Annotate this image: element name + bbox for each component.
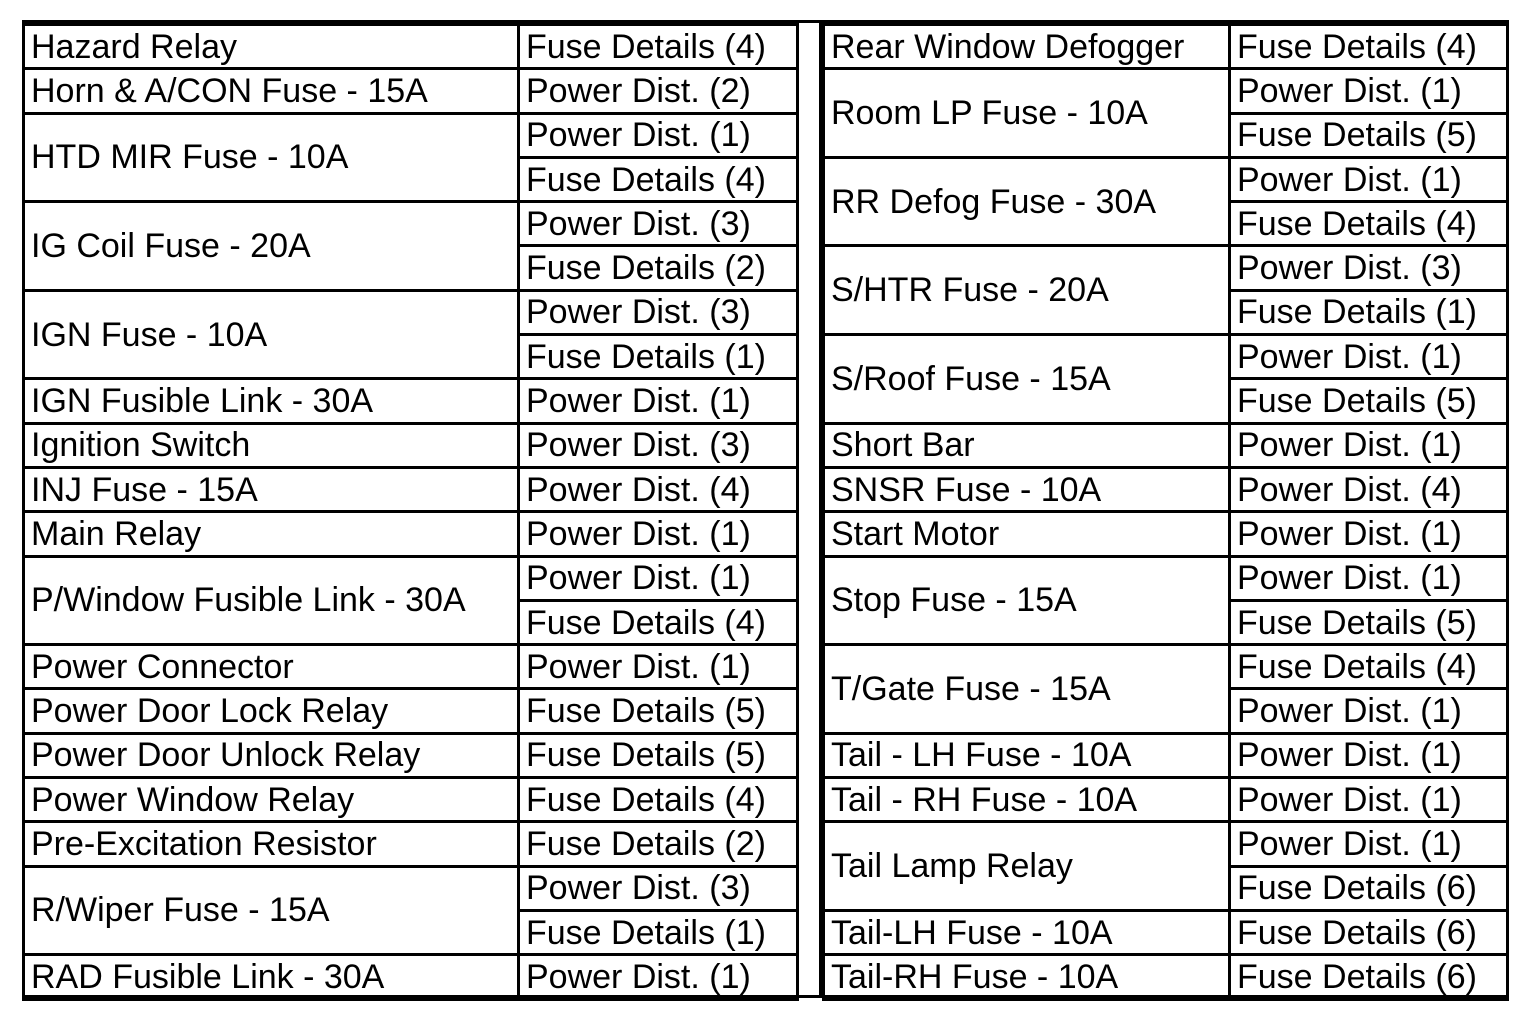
component-location: Power Dist. (1) <box>1230 689 1508 733</box>
component-location: Power Dist. (1) <box>1230 423 1508 467</box>
component-name: Stop Fuse - 15A <box>824 556 1230 645</box>
component-location: Fuse Details (6) <box>1230 910 1508 954</box>
component-name: Power Door Lock Relay <box>24 689 519 733</box>
table-row <box>824 467 1508 511</box>
right-column-table <box>822 23 1509 1001</box>
component-location: Fuse Details (6) <box>1230 866 1508 910</box>
component-location: Power Dist. (2) <box>519 69 798 113</box>
table-row <box>824 910 1508 954</box>
component-location: Fuse Details (1) <box>519 910 798 954</box>
column-divider <box>796 23 822 995</box>
component-location: Fuse Details (4) <box>1230 645 1508 689</box>
component-name: Main Relay <box>24 512 519 556</box>
component-name: IGN Fuse - 10A <box>24 290 519 379</box>
component-name: IG Coil Fuse - 20A <box>24 202 519 291</box>
component-location: Fuse Details (5) <box>1230 600 1508 644</box>
component-location: Power Dist. (1) <box>519 512 798 556</box>
component-name: Ignition Switch <box>24 423 519 467</box>
component-name: Tail Lamp Relay <box>824 822 1230 911</box>
component-name: Start Motor <box>824 512 1230 556</box>
component-name: Power Connector <box>24 645 519 689</box>
component-name: Power Door Unlock Relay <box>24 733 519 777</box>
table-row <box>824 512 1508 556</box>
table-row <box>24 467 798 511</box>
component-location: Power Dist. (4) <box>519 467 798 511</box>
left-column-table <box>22 23 799 1001</box>
component-name: P/Window Fusible Link - 30A <box>24 556 519 645</box>
component-location-index <box>22 20 1509 998</box>
component-name: Pre-Excitation Resistor <box>24 822 519 866</box>
table-row <box>824 645 1508 689</box>
component-location: Power Dist. (1) <box>1230 556 1508 600</box>
table-row <box>24 202 798 246</box>
table-row <box>824 955 1508 999</box>
table-row <box>24 645 798 689</box>
component-location: Fuse Details (2) <box>519 246 798 290</box>
table-row <box>824 822 1508 866</box>
table-row <box>24 689 798 733</box>
component-location: Fuse Details (6) <box>1230 955 1508 999</box>
table-row <box>24 556 798 600</box>
table-row <box>24 69 798 113</box>
component-location: Power Dist. (3) <box>519 202 798 246</box>
component-location: Power Dist. (4) <box>1230 467 1508 511</box>
component-name: Hazard Relay <box>24 25 519 69</box>
table-row <box>24 290 798 334</box>
component-location: Power Dist. (3) <box>519 423 798 467</box>
component-name: Tail-LH Fuse - 10A <box>824 910 1230 954</box>
component-name: RR Defog Fuse - 30A <box>824 157 1230 246</box>
component-location: Power Dist. (1) <box>519 113 798 157</box>
table-row <box>24 113 798 157</box>
component-name: R/Wiper Fuse - 15A <box>24 866 519 955</box>
component-location: Power Dist. (1) <box>519 379 798 423</box>
table-row <box>24 733 798 777</box>
component-name: S/Roof Fuse - 15A <box>824 335 1230 424</box>
table-row <box>824 246 1508 290</box>
component-location: Fuse Details (5) <box>1230 379 1508 423</box>
component-location: Power Dist. (1) <box>519 645 798 689</box>
component-name: Rear Window Defogger <box>824 25 1230 69</box>
table-row <box>824 335 1508 379</box>
component-location: Fuse Details (4) <box>519 600 798 644</box>
component-location: Power Dist. (1) <box>1230 822 1508 866</box>
component-location: Fuse Details (1) <box>519 335 798 379</box>
component-location: Power Dist. (3) <box>519 866 798 910</box>
component-location: Power Dist. (1) <box>519 556 798 600</box>
table-row <box>824 69 1508 113</box>
component-name: Horn & A/CON Fuse - 15A <box>24 69 519 113</box>
component-name: T/Gate Fuse - 15A <box>824 645 1230 734</box>
component-location: Fuse Details (4) <box>1230 202 1508 246</box>
component-name: Room LP Fuse - 10A <box>824 69 1230 158</box>
component-name: Tail - LH Fuse - 10A <box>824 733 1230 777</box>
component-name: SNSR Fuse - 10A <box>824 467 1230 511</box>
component-location: Fuse Details (4) <box>1230 25 1508 69</box>
table-row <box>24 379 798 423</box>
component-name: Tail - RH Fuse - 10A <box>824 778 1230 822</box>
table-row <box>24 955 798 999</box>
component-name: S/HTR Fuse - 20A <box>824 246 1230 335</box>
component-location: Fuse Details (5) <box>1230 113 1508 157</box>
component-location: Power Dist. (1) <box>1230 778 1508 822</box>
component-location: Fuse Details (4) <box>519 778 798 822</box>
component-location: Fuse Details (4) <box>519 157 798 201</box>
component-name: Tail-RH Fuse - 10A <box>824 955 1230 999</box>
table-row <box>824 423 1508 467</box>
component-location: Power Dist. (3) <box>1230 246 1508 290</box>
table-row <box>24 822 798 866</box>
component-name: Power Window Relay <box>24 778 519 822</box>
component-location: Fuse Details (4) <box>519 25 798 69</box>
table-row <box>824 733 1508 777</box>
table-row <box>24 778 798 822</box>
component-location: Power Dist. (1) <box>1230 335 1508 379</box>
component-name: INJ Fuse - 15A <box>24 467 519 511</box>
table-row <box>824 157 1508 201</box>
table-row <box>824 556 1508 600</box>
component-name: HTD MIR Fuse - 10A <box>24 113 519 202</box>
component-name: RAD Fusible Link - 30A <box>24 955 519 999</box>
component-location: Fuse Details (1) <box>1230 290 1508 334</box>
table-row <box>24 423 798 467</box>
component-location: Power Dist. (1) <box>1230 157 1508 201</box>
component-location: Power Dist. (1) <box>519 955 798 999</box>
table-row <box>24 512 798 556</box>
component-location: Power Dist. (1) <box>1230 69 1508 113</box>
component-location: Power Dist. (1) <box>1230 733 1508 777</box>
table-row <box>24 25 798 69</box>
table-row <box>24 866 798 910</box>
component-location: Fuse Details (5) <box>519 733 798 777</box>
component-location: Fuse Details (2) <box>519 822 798 866</box>
component-name: Short Bar <box>824 423 1230 467</box>
component-location: Power Dist. (1) <box>1230 512 1508 556</box>
table-row <box>824 778 1508 822</box>
component-location: Power Dist. (3) <box>519 290 798 334</box>
component-location: Fuse Details (5) <box>519 689 798 733</box>
table-row <box>824 25 1508 69</box>
component-name: IGN Fusible Link - 30A <box>24 379 519 423</box>
